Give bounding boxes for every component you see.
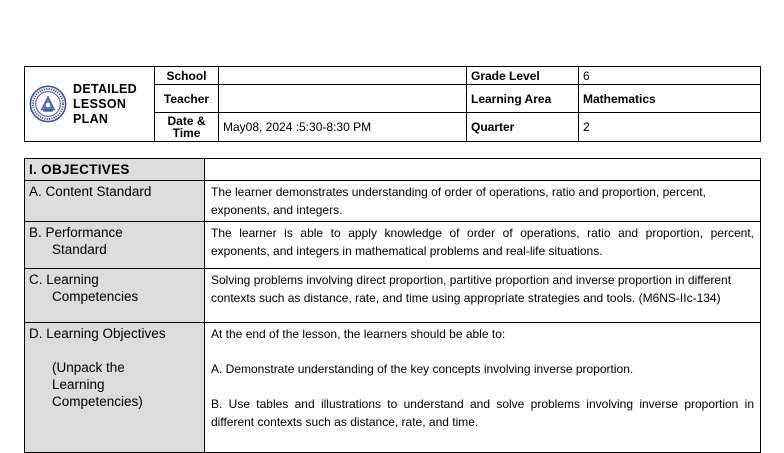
date-time-label: Date & Time [155, 113, 219, 142]
learning-competencies-label: C. Learning Competencies [25, 269, 205, 323]
objective-a: A. Demonstrate understanding of the key concepts involving inverse proportion. [211, 362, 634, 376]
learning-area-value: Mathematics [579, 85, 761, 113]
objectives-table [24, 158, 761, 453]
objective-b: B. Use tables and illustrations to understand and solve problems involving inverse proportion in different contexts such as distance, rate, and time. [211, 397, 754, 429]
objectives-heading: I. OBJECTIVES [25, 159, 205, 181]
deped-seal-icon [29, 85, 67, 123]
objectives-intro: At the end of the lesson, the learners should be able to: [211, 327, 506, 341]
header-table [24, 66, 761, 142]
plan-title: DETAILED LESSON PLAN [73, 81, 137, 126]
content-standard-label: A. Content Standard [25, 181, 205, 222]
teacher-label: Teacher [155, 85, 219, 113]
teacher-field[interactable] [219, 85, 467, 113]
learning-objectives-text [205, 323, 761, 453]
content-standard-text: The learner demonstrates understanding of order of operations, ratio and proportion, percent, exponents, and integers. [205, 181, 761, 222]
learning-competencies-text: Solving problems involving direct proportion, partitive proportion and inverse proportion in different contexts such as distance, rate, and time using appropriate strategies and tools. (M6NS-IIc-134) [205, 269, 761, 323]
unpack-note: (Unpack the Learning Competencies) [52, 360, 143, 409]
date-time-value: May08, 2024 :5:30-8:30 PM [219, 113, 467, 142]
grade-level-value: 6 [579, 67, 761, 85]
performance-standard-text: The learner is able to apply knowledge of order of operations, ratio and proportion, percent, exponents, and integers in mathematical problems and real-life situations. [205, 222, 761, 269]
learning-objectives-label: D. Learning Objectives (Unpack the Learning Competencies) [25, 323, 205, 453]
school-field[interactable] [219, 67, 467, 85]
performance-standard-label: B. Performance Standard [25, 222, 205, 269]
objectives-heading-blank [205, 159, 761, 181]
learning-area-label: Learning Area [467, 85, 579, 113]
grade-level-label: Grade Level [467, 67, 579, 85]
logo-title-cell [25, 67, 155, 142]
school-label: School [155, 67, 219, 85]
quarter-value: 2 [579, 113, 761, 142]
quarter-label: Quarter [467, 113, 579, 142]
